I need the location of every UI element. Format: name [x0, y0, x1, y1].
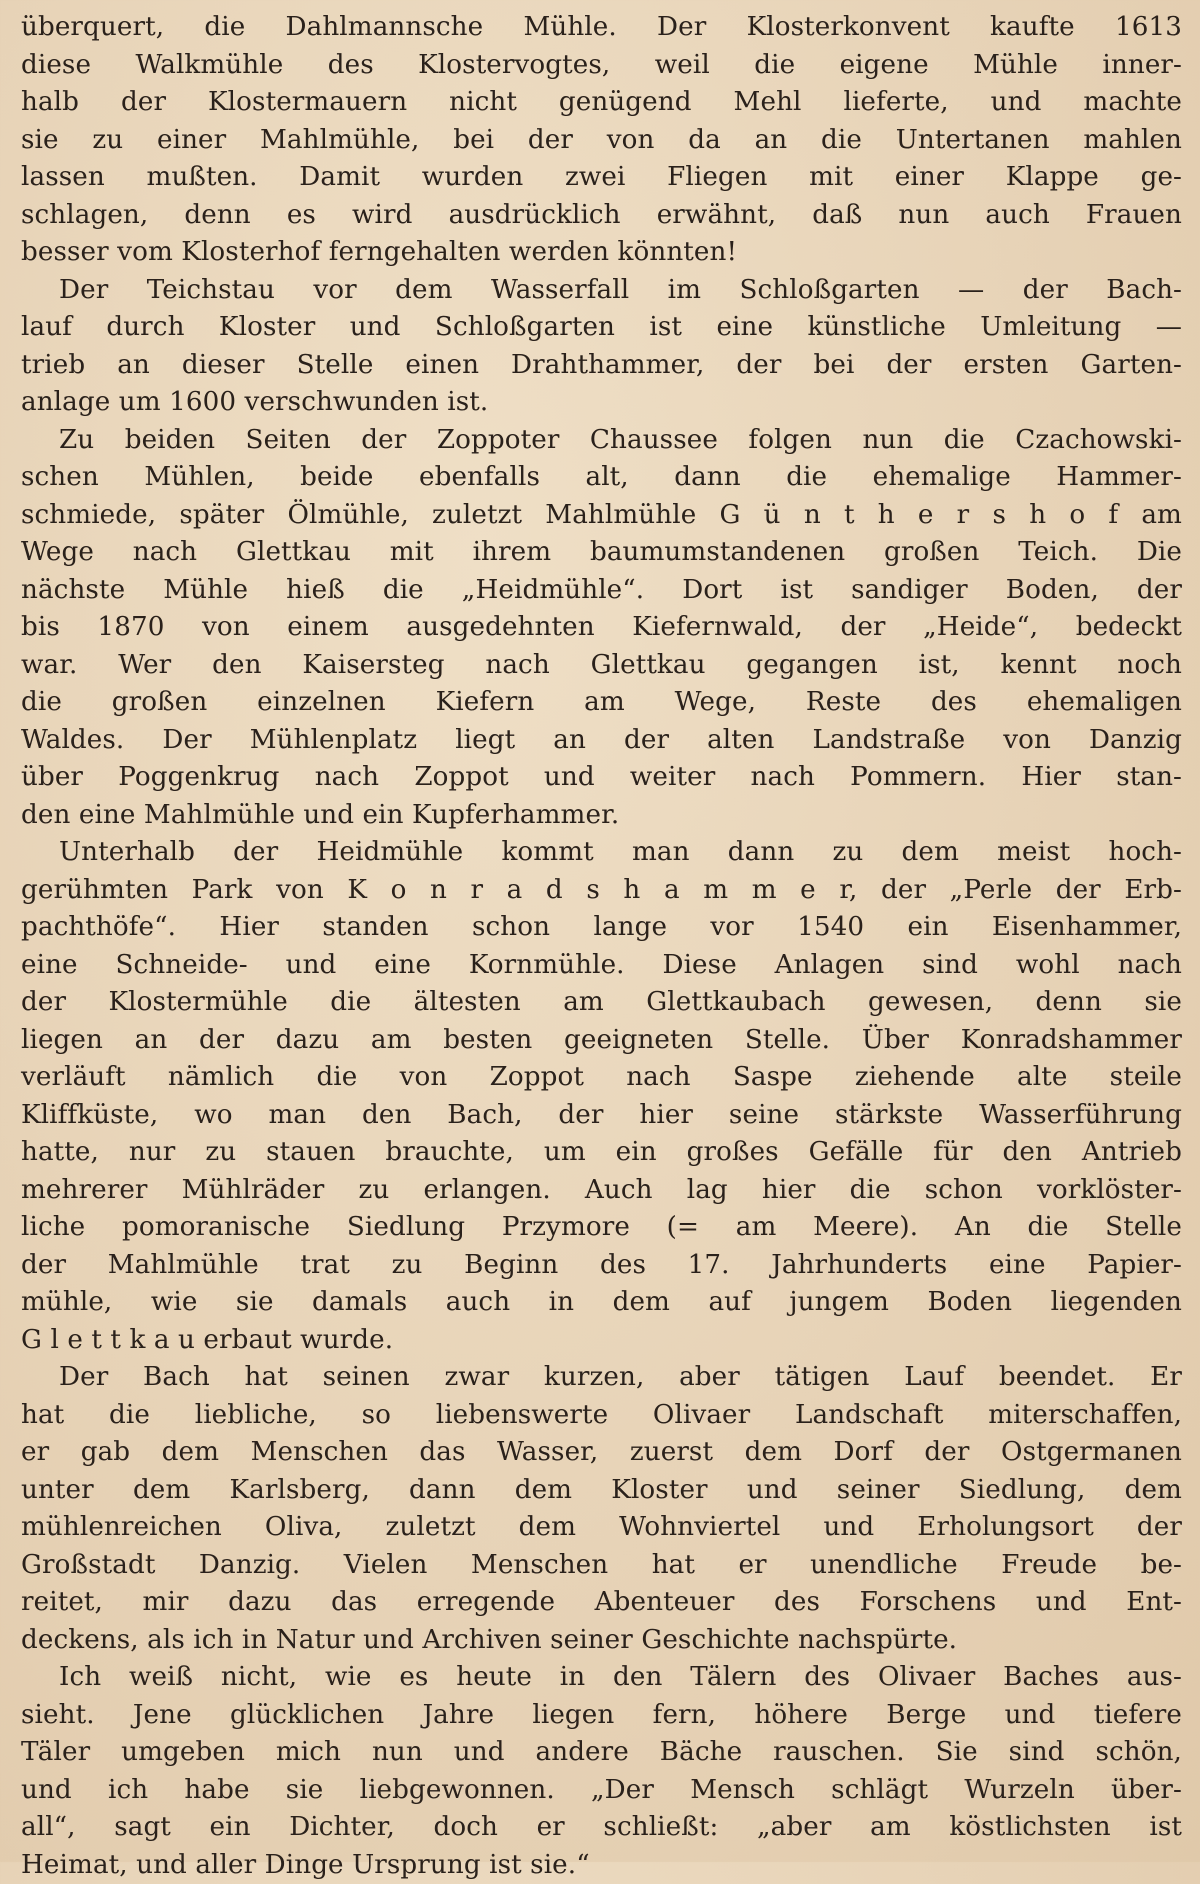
text-line: über Poggenkrug nach Zoppot und weiter nach Pommern. Hier stan-	[21, 759, 1182, 797]
text-line: halb der Klostermauern nicht genügend Mehl lieferte, und machte	[21, 84, 1182, 122]
text-line: gerühmten Park von K o n r a d s h a m m e r, der „Perle der Erb-	[21, 872, 1182, 910]
text-line: unter dem Karlsberg, dann dem Kloster und seiner Siedlung, dem	[21, 1472, 1182, 1510]
text-line: pachthöfe“. Hier standen schon lange vor 1540 ein Eisenhammer,	[21, 909, 1182, 947]
text-line: hat die liebliche, so liebenswerte Olivaer Landschaft miterschaffen,	[21, 1397, 1182, 1435]
text-line: die großen einzelnen Kiefern am Wege, Reste des ehemaligen	[21, 684, 1182, 722]
text-line: und ich habe sie liebgewonnen. „Der Mensch schlägt Wurzeln über-	[21, 1772, 1182, 1810]
text-line: besser vom Klosterhof ferngehalten werden könnten!	[21, 234, 1182, 272]
text-line: all“, sagt ein Dichter, doch er schließt: „aber am köstlichsten ist	[21, 1809, 1182, 1847]
paragraph-heimat	[21, 1659, 1182, 1884]
text-line: reitet, mir dazu das erregende Abenteuer des Forschens und Ent-	[21, 1584, 1182, 1622]
text-line: schen Mühlen, beide ebenfalls alt, dann die ehemalige Hammer-	[21, 459, 1182, 497]
paragraph-bach-lauf	[21, 1359, 1182, 1659]
text-line: Der Teichstau vor dem Wasserfall im Schloßgarten — der Bach-	[21, 272, 1182, 310]
text-line: den eine Mahlmühle und ein Kupferhammer.	[21, 797, 1182, 835]
text-line: Der Bach hat seinen zwar kurzen, aber tätigen Lauf beendet. Er	[21, 1359, 1182, 1397]
text-line: eine Schneide- und eine Kornmühle. Diese Anlagen sind wohl nach	[21, 947, 1182, 985]
text-line: Waldes. Der Mühlenplatz liegt an der alten Landstraße von Danzig	[21, 722, 1182, 760]
text-line: Kliffküste, wo man den Bach, der hier seine stärkste Wasserführung	[21, 1097, 1182, 1135]
text-line: lauf durch Kloster und Schloßgarten ist eine künstliche Umleitung —	[21, 309, 1182, 347]
text-line: er gab dem Menschen das Wasser, zuerst dem Dorf der Ostgermanen	[21, 1434, 1182, 1472]
paragraph-dahlmannsche-muehle	[21, 9, 1182, 272]
paragraph-konradshammer	[21, 834, 1182, 1359]
text-line: Zu beiden Seiten der Zoppoter Chaussee folgen nun die Czachowski-	[21, 422, 1182, 460]
paragraph-zoppoter-chaussee	[21, 422, 1182, 835]
text-line: der Mahlmühle trat zu Beginn des 17. Jahrhunderts eine Papier-	[21, 1247, 1182, 1285]
text-line: Unterhalb der Heidmühle kommt man dann zu dem meist hoch-	[21, 834, 1182, 872]
text-line: nächste Mühle hieß die „Heidmühle“. Dort ist sandiger Boden, der	[21, 572, 1182, 610]
text-line: Täler umgeben mich nun und andere Bäche rauschen. Sie sind schön,	[21, 1734, 1182, 1772]
text-line: anlage um 1600 verschwunden ist.	[21, 384, 1182, 422]
text-line: bis 1870 von einem ausgedehnten Kiefernwald, der „Heide“, bedeckt	[21, 609, 1182, 647]
text-line: Wege nach Glettkau mit ihrem baumumstandenen großen Teich. Die	[21, 534, 1182, 572]
text-line: schmiede, später Ölmühle, zuletzt Mahlmühle G ü n t h e r s h o f am	[21, 497, 1182, 535]
text-line: Heimat, und aller Dinge Ursprung ist sie.“	[21, 1847, 1182, 1884]
text-line: Ich weiß nicht, wie es heute in den Tälern des Olivaer Baches aus-	[21, 1659, 1182, 1697]
text-line: trieb an dieser Stelle einen Drahthammer, der bei der ersten Garten-	[21, 347, 1182, 385]
text-line: überquert, die Dahlmannsche Mühle. Der Klosterkonvent kaufte 1613	[21, 9, 1182, 47]
text-line: mehrerer Mühlräder zu erlangen. Auch lag hier die schon vorklöster-	[21, 1172, 1182, 1210]
paragraph-teichstau	[21, 272, 1182, 422]
text-line: G l e t t k a u erbaut wurde.	[21, 1322, 1182, 1360]
text-line: mühlenreichen Oliva, zuletzt dem Wohnviertel und Erholungsort der	[21, 1509, 1182, 1547]
text-line: der Klostermühle die ältesten am Glettkaubach gewesen, denn sie	[21, 984, 1182, 1022]
text-line: war. Wer den Kaisersteg nach Glettkau gegangen ist, kennt noch	[21, 647, 1182, 685]
text-line: diese Walkmühle des Klostervogtes, weil die eigene Mühle inner-	[21, 47, 1182, 85]
text-line: sieht. Jene glücklichen Jahre liegen fern, höhere Berge und tiefere	[21, 1697, 1182, 1735]
text-line: liche pomoranische Siedlung Przymore (= am Meere). An die Stelle	[21, 1209, 1182, 1247]
text-line: deckens, als ich in Natur und Archiven seiner Geschichte nachspürte.	[21, 1622, 1182, 1660]
text-line: Großstadt Danzig. Vielen Menschen hat er unendliche Freude be-	[21, 1547, 1182, 1585]
text-line: lassen mußten. Damit wurden zwei Fliegen mit einer Klappe ge-	[21, 159, 1182, 197]
text-line: liegen an der dazu am besten geeigneten Stelle. Über Konradshammer	[21, 1022, 1182, 1060]
text-line: mühle, wie sie damals auch in dem auf jungem Boden liegenden	[21, 1284, 1182, 1322]
text-line: sie zu einer Mahlmühle, bei der von da an die Untertanen mahlen	[21, 122, 1182, 160]
text-line: schlagen, denn es wird ausdrücklich erwähnt, daß nun auch Frauen	[21, 197, 1182, 235]
text-line: hatte, nur zu stauen brauchte, um ein großes Gefälle für den Antrieb	[21, 1134, 1182, 1172]
text-line: verläuft nämlich die von Zoppot nach Saspe ziehende alte steile	[21, 1059, 1182, 1097]
